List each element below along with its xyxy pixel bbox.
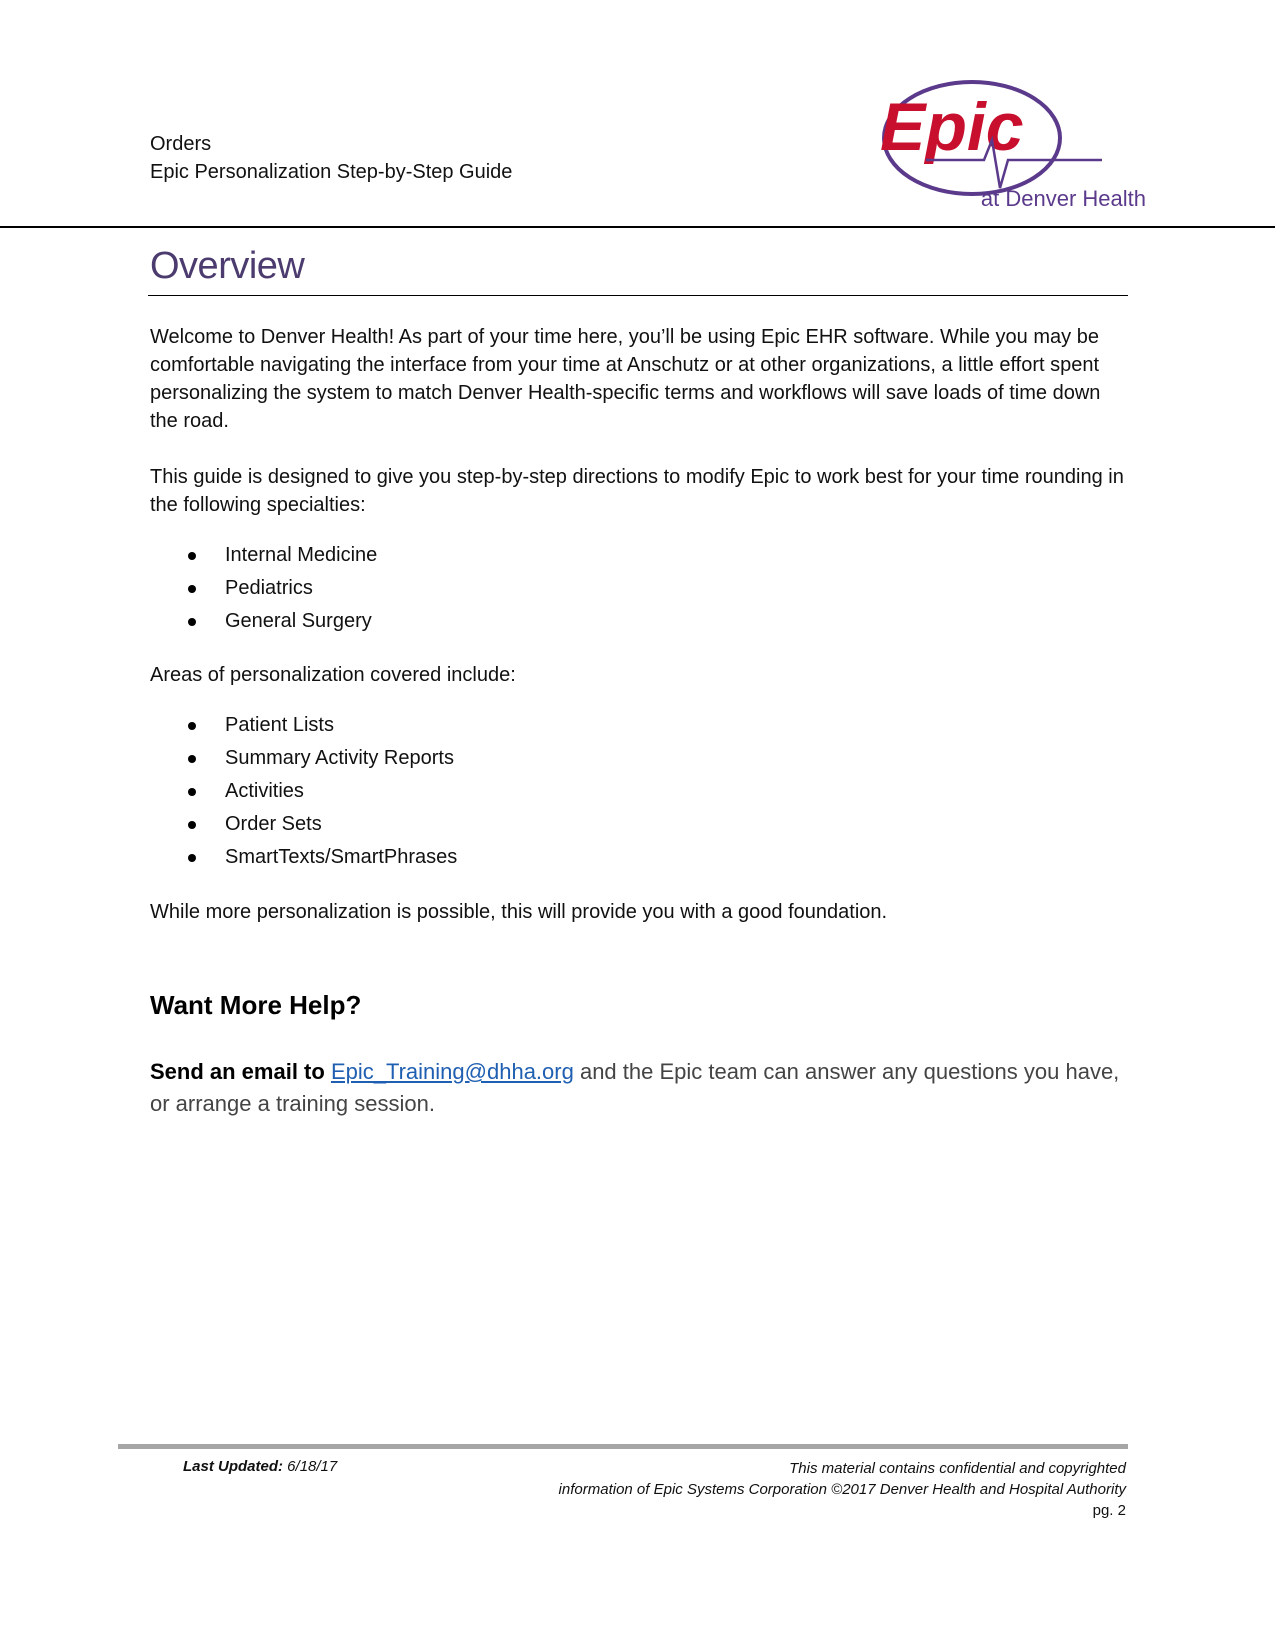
last-updated-date: 6/18/17: [283, 1458, 338, 1475]
closing-paragraph: While more personalization is possible, this will provide you with a good foundation.: [150, 901, 888, 923]
list-item: Activities: [150, 775, 457, 808]
intro-paragraph: Welcome to Denver Health! As part of your time here, you’ll be using Epic EHR software. While you may be comfortable navigating the interface from your time at Anschutz or at other organizations, a little effort spent personalizing the system to match Denver Health-specific terms and workflows will save loads of time down the road.: [150, 326, 1101, 432]
list-item: Internal Medicine: [150, 539, 377, 572]
title-underline: [148, 295, 1128, 296]
last-updated: [183, 1458, 337, 1475]
help-paragraph: [150, 1056, 1130, 1120]
logo-denver-health-text: at Denver Health: [980, 186, 1146, 211]
help-heading: Want More Help?: [150, 990, 362, 1020]
list-item: Order Sets: [150, 808, 457, 841]
header-divider: [0, 226, 1275, 228]
areas-list: [150, 709, 457, 874]
email-link[interactable]: Epic_Training@dhha.org: [330, 1059, 574, 1084]
areas-intro: Areas of personalization covered include:: [150, 664, 516, 686]
list-item: General Surgery: [150, 605, 377, 638]
notice-line: This material contains confidential and copyrighted: [789, 1460, 1126, 1477]
header-section-name: Orders: [150, 133, 212, 155]
list-item: SmartTexts/SmartPhrases: [150, 841, 457, 874]
specialties-list: [150, 539, 377, 638]
footer-divider: [118, 1444, 1128, 1449]
help-lead: Send an email to: [150, 1059, 325, 1084]
logo-epic-text: Epic: [880, 89, 1024, 165]
list-item: Summary Activity Reports: [150, 742, 457, 775]
page-title: Overview: [150, 245, 305, 287]
header-guide-title: Epic Personalization Step-by-Step Guide: [150, 161, 513, 183]
last-updated-label: Last Updated:: [183, 1458, 284, 1475]
list-item: Pediatrics: [150, 572, 377, 605]
list-item: Patient Lists: [150, 709, 457, 742]
document-header: [150, 130, 512, 186]
notice-line: information of Epic Systems Corporation ©2017 Denver Health and Hospital Authority: [558, 1481, 1126, 1498]
page-number: pg. 2: [1092, 1502, 1126, 1519]
help-rest: and the Epic team can answer any questions you have, or arrange a training session.: [150, 1059, 1120, 1116]
epic-logo: [876, 76, 1150, 212]
guide-paragraph: This guide is designed to give you step-by-step directions to modify Epic to work best for your time rounding in the following specialties:: [150, 466, 1124, 516]
copyright-notice: [486, 1458, 1126, 1521]
